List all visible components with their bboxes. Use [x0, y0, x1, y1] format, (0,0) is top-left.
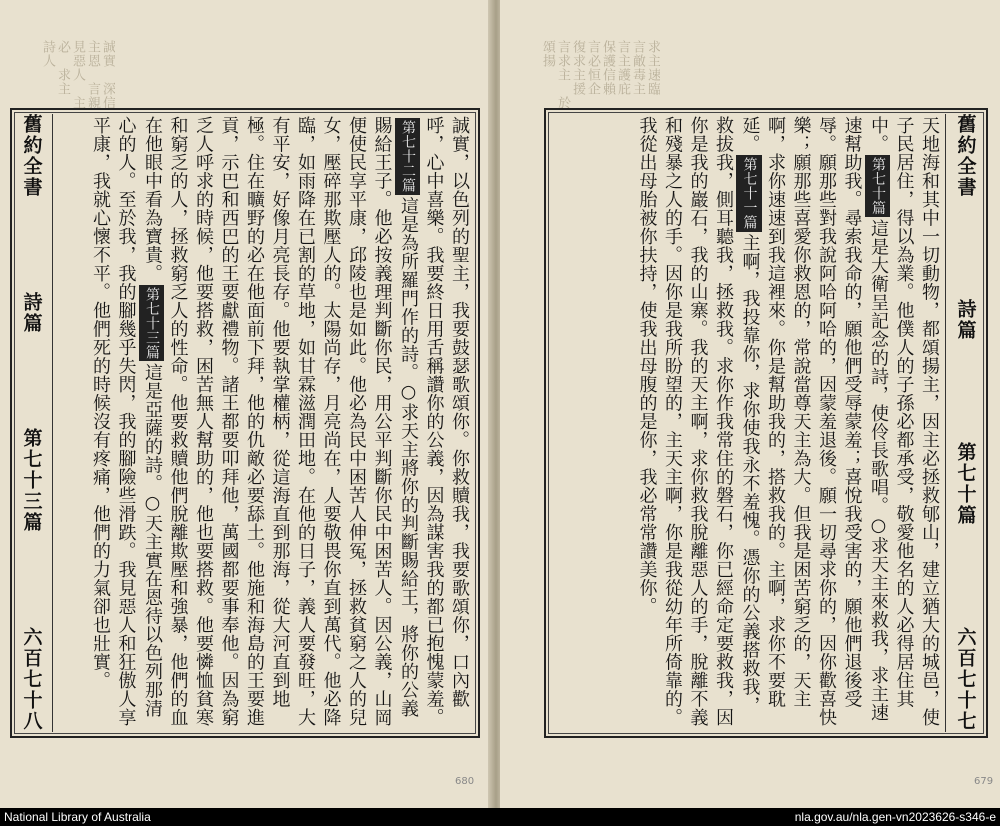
left-body-text [56, 116, 472, 730]
text-block: 這是為所羅門作的詩。○求天主將你的判斷賜給王，將你的公義賜給王子。他必按義理判斷你民，用公平判斷你民中困苦人。因公義，山岡便使民享平康，邱陵也是如此。他必為民中困苦人伸冤，拯救貧窮之人的兒女，壓碎那欺壓人的。太陽尚存，月亮尚在，人要敬畏你直到萬代。他必降臨，如雨降在已割的草地，如甘霖滋潤田地。在他的日子，義人要發旺，大有平安，好像月亮長存。他要執掌權柄，從這海直到那海，從大河直到地極。住在曠野的必在他面前下拜，他的仇敵必要舔土。他施和海島的王要進貢，示巴和西巴的王要獻禮物。諸王都要叩拜他，萬國都要事奉他。因為窮乏人呼求的時候，他要搭救，困苦無人幫助的，他也要搭救。他要憐恤貧寒和窮乏的人，拯救窮乏人的性命。他要救贖他們脫離欺壓和強暴，他們的血在他眼中看為寶貴。 [142, 116, 419, 727]
pencil-page-mark: 680 [455, 776, 475, 787]
left-running-head [12, 114, 53, 732]
psalm-heading: 第七十三篇 [139, 285, 165, 362]
right-body-text [552, 116, 942, 730]
page-number: 六百七十七 [954, 627, 977, 732]
show-through-text: 求主速臨 言敵毒主 言主護庇 保護信賴 言必恒企 復求主援 言求主 於頌揚 [540, 40, 660, 110]
right-text-frame [544, 108, 988, 738]
text-block: 這是亞薩的詩。○天主實在恩待以色列那清心的人。至於我，我的腳幾乎失閃，我的腳險些滑跌。我見惡人和狂傲人享平康，我就心懷不平。他們死的時候沒有疼痛，他們的力氣卻也壯實。 [90, 116, 163, 727]
pencil-page-mark: 679 [974, 776, 994, 787]
book-title: 詩篇 [20, 292, 43, 334]
right-running-head [945, 114, 986, 732]
book-title: 詩篇 [954, 299, 977, 341]
left-page [0, 0, 492, 808]
right-page [500, 0, 1000, 808]
page-header: 舊約全書 [954, 114, 977, 198]
page-number: 六百七十八 [20, 627, 43, 732]
text-block: 天地海和其中一切動物，都頌揚主，因主必拯救郇山，建立猶大的城邑，使子民居住，得以為業。他僕人的子孫必都承受，敬愛他名的人必得居住其中。 [868, 116, 940, 727]
psalm-heading: 第七十一篇 [736, 155, 762, 232]
left-text-frame [10, 108, 480, 738]
chapter-label: 第七十篇 [954, 442, 977, 526]
psalm-heading: 第七十二篇 [395, 118, 421, 195]
show-through-text: 誠實 深信主恩 言親見惡人 主必 求主 詩人 [40, 40, 115, 110]
chapter-label: 第七十三篇 [20, 428, 43, 533]
text-block: 這是大衛呈記念的詩，使伶長歌唱。○求天主來救我，求主速速幫助我。尋索我命的，願他們受辱蒙羞；喜悅我受害的，願他們退後受辱。願那些對我說阿哈阿哈的，因蒙羞退後。願一切尋求你的，因你歡喜快樂；願那些喜愛你救恩的，常說當尊天主為大。但我是困苦窮乏的，天主啊，求你速速到我這裡來。你是幫助我的，搭救我的。主啊，求你不要耽延。 [739, 116, 889, 727]
library-credit: National Library of Australia [4, 810, 151, 824]
attribution-bar [0, 808, 1000, 826]
page-header: 舊約全書 [20, 114, 43, 198]
text-block: 主啊，我投靠你，求你使我永不羞愧。憑你的公義搭救我，救拔我，側耳聽我，拯救我。求你作我常住的磐石，你已經命定要救我，因你是我的巖石，我的山寨。我的天主啊，求你救我脫離惡人的手，脫離不義和殘暴之人的手。因你是我所盼望的，主天主啊，你是我從幼年所倚靠的。我從出母胎被你扶持，使我出母腹的是你，我必常常讚美你。 [636, 116, 761, 727]
record-url[interactable]: nla.gov.au/nla.gen-vn2023626-s346-e [794, 810, 996, 824]
text-block: 誠實，以色列的聖主，我要鼓瑟歌頌你。你救贖我，我要歌頌你，口內歡呼，心中喜樂。我要終日用舌稱讚你的公義，因為謀害我的都已抱愧蒙羞。 [423, 116, 470, 727]
psalm-heading: 第七十篇 [865, 155, 891, 217]
